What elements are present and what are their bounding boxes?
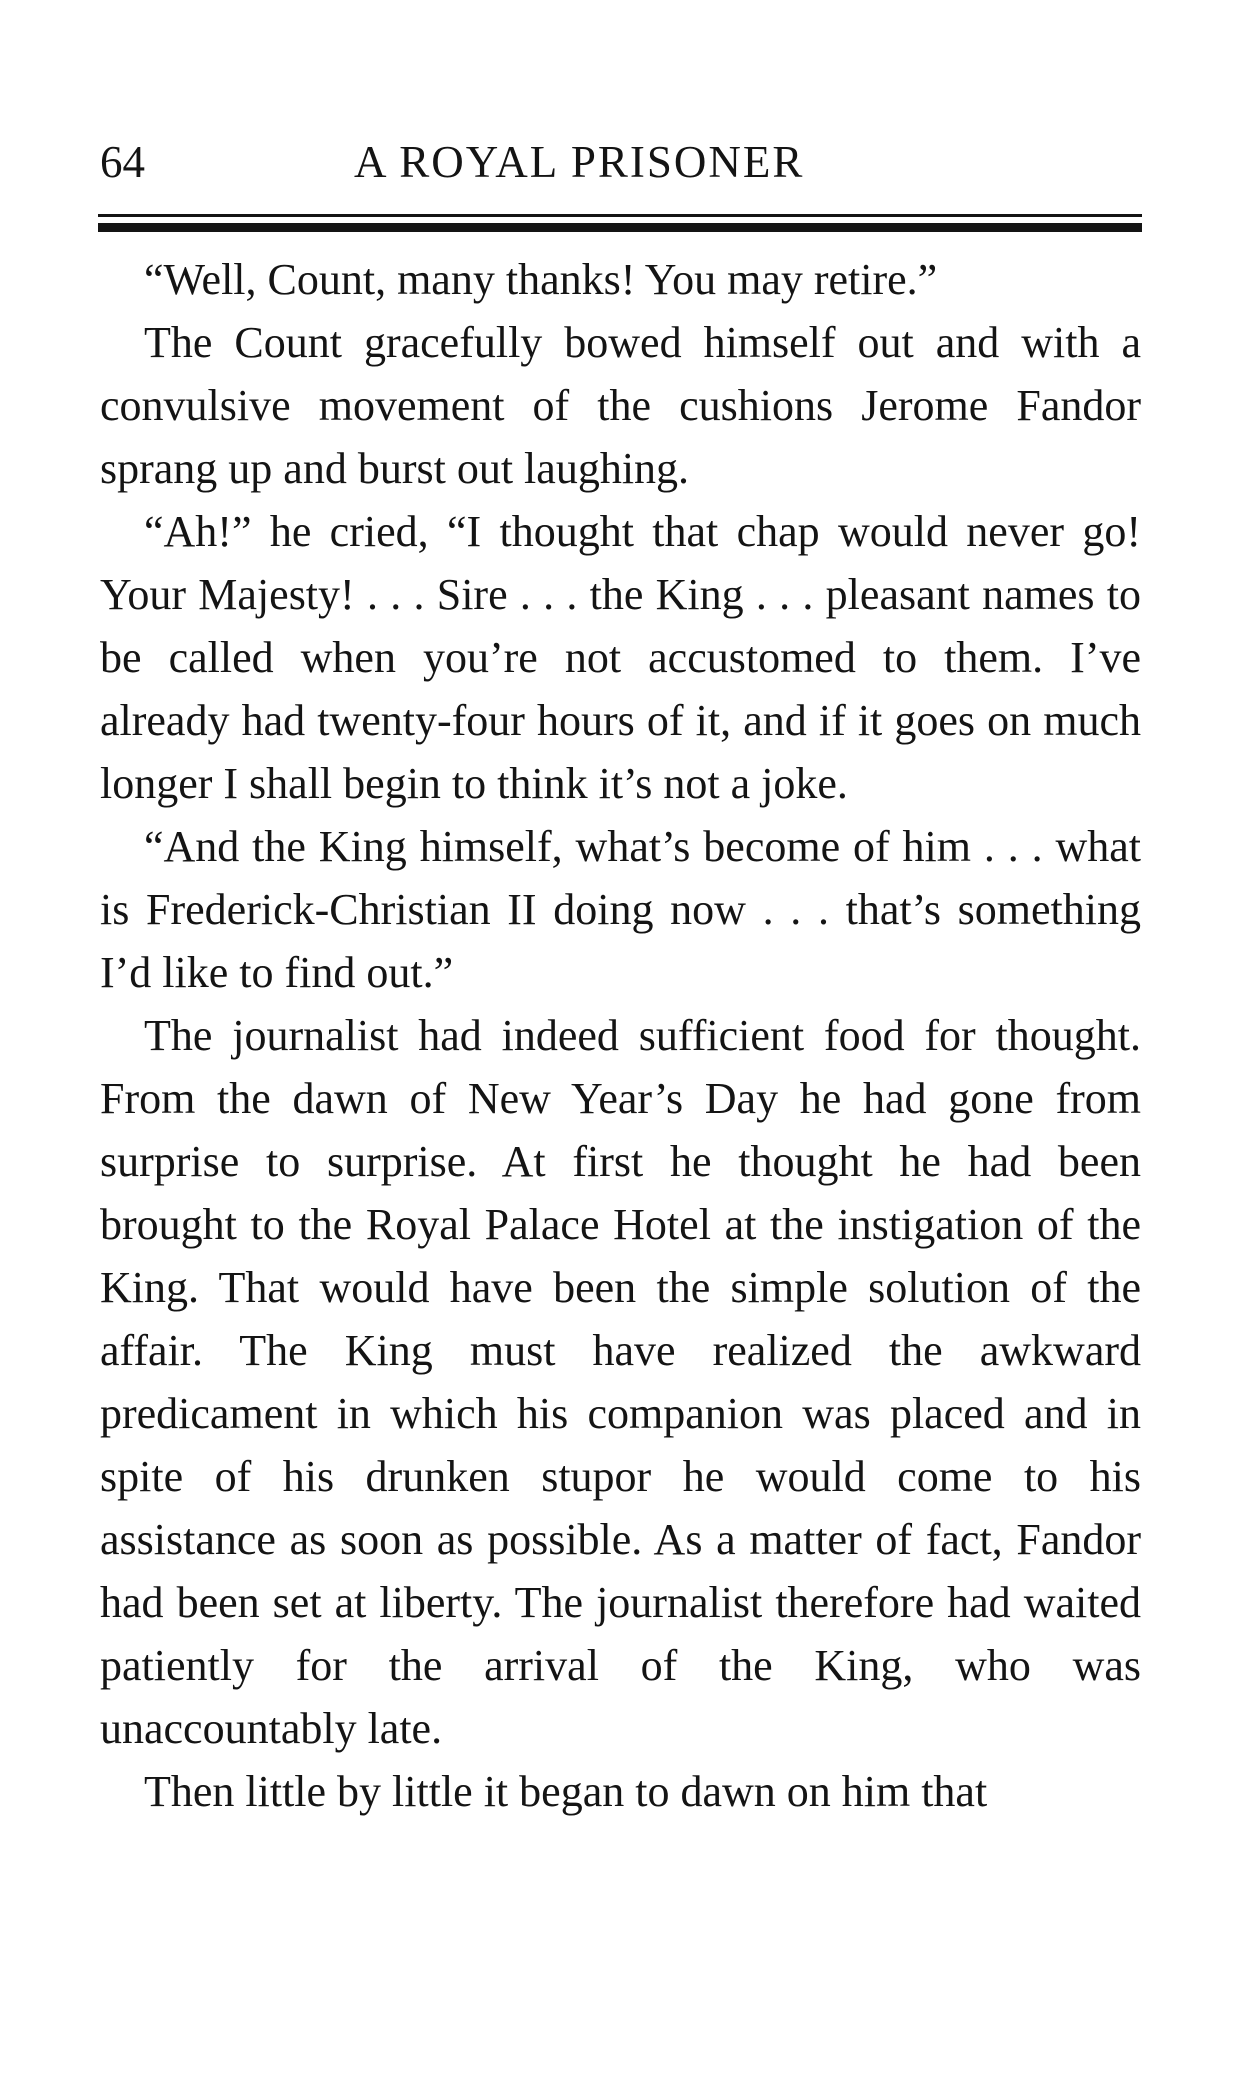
paragraph-2: The Count gracefully bowed himself out and with a convulsive movement of the cushions Jerome Fandor sprang up and burst out laughing. xyxy=(100,318,1141,493)
paragraph-4: “And the King himself, what’s become of him . . . what is Frederick-Christian II doing now . . . that’s something I’d like to find out.” xyxy=(100,822,1141,997)
header-rule-thick xyxy=(98,223,1142,232)
paragraph-1: “Well, Count, many thanks! You may retire.” xyxy=(144,255,938,304)
body-text xyxy=(100,248,1141,1823)
page-number: 64 xyxy=(100,137,145,187)
header-rule-thin xyxy=(98,214,1142,217)
paragraph-5: The journalist had indeed sufficient food for thought. From the dawn of New Year’s Day he had gone from surprise to surprise. At first he thought he had been brought to the Royal Palace Hotel at the instigation of the King. That would have been the simple solution of the affair. The King must have realized the awkward predicament in which his companion was placed and in spite of his drunken stupor he would come to his assistance as soon as possible. As a matter of fact, Fandor had been set at liberty. The journalist therefore had waited patiently for the arrival of the King, who was unaccountably late. xyxy=(100,1011,1141,1753)
paragraph-6: Then little by little it began to dawn on him that xyxy=(144,1767,988,1816)
running-head xyxy=(100,132,1140,192)
running-title: A ROYAL PRISONER xyxy=(354,137,805,187)
paragraph-3: “Ah!” he cried, “I thought that chap would never go! Your Majesty! . . . Sire . . . the King . . . pleasant names to be called when you’re not accustomed to them. I’ve already had twenty-four hours of it, and if it goes on much longer I shall begin to think it’s not a joke. xyxy=(100,507,1141,808)
